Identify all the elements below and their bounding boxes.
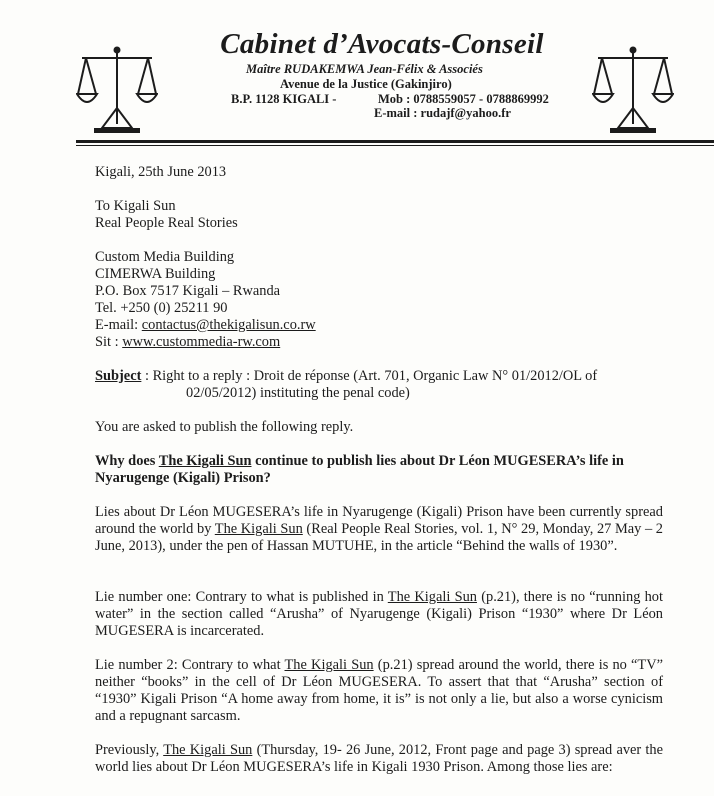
heading-text: continue to publish lies about Dr Léon MUGESERA’s life in xyxy=(251,453,624,469)
subject-line xyxy=(95,368,597,385)
recipient-line: To Kigali Sun xyxy=(95,198,176,214)
paragraph-text: (Real People Real Stories, vol. 1, N° 29, Monday, 27 May – 2 June, 2013), under the pen of Hassan MUTUHE, in the article “Behind the walls of 1930”. xyxy=(95,521,664,554)
newspaper-name: The Kigali Sun xyxy=(163,742,253,758)
newspaper-name: The Kigali Sun xyxy=(284,657,374,673)
email-link[interactable]: contactus@thekigalisun.co.rw xyxy=(141,317,316,333)
address-email-line xyxy=(95,317,316,334)
newspaper-name: The Kigali Sun xyxy=(387,589,477,605)
address-telephone: Tel. +250 (0) 25211 90 xyxy=(95,300,228,316)
paragraph-text: (Thursday, 19- 26 June, 2012, Front page and page 3) spread aver the world lies about Dr Léon MUGESERA’s life in Kigali 1930 Prison. Among those lies are: xyxy=(95,742,664,775)
subject-text: : Right to a reply : Droit de réponse (Art. 701, Organic Law N° 01/2012/OL of xyxy=(141,368,598,384)
paragraph-text: Lie number 2: Contrary to what xyxy=(95,657,285,673)
recipient-line: Real People Real Stories xyxy=(95,215,238,231)
firm-po-box: B.P. 1128 KIGALI - xyxy=(231,92,337,106)
firm-name: Cabinet d’Avocats-Conseil xyxy=(220,28,544,60)
address-email-label: E-mail: xyxy=(95,317,142,333)
body-paragraph xyxy=(95,504,663,555)
heading-newspaper-name: The Kigali Sun xyxy=(158,453,252,469)
website-link[interactable]: www.custommedia-rw.com xyxy=(122,334,281,350)
firm-street: Avenue de la Justice (Gakinjiro) xyxy=(280,77,452,91)
body-paragraph xyxy=(95,589,663,640)
firm-partner: Maître RUDAKEMWA Jean-Félix & Associés xyxy=(246,62,483,76)
article-heading-continuation: Nyarugenge (Kigali) Prison? xyxy=(95,470,271,486)
firm-mobile: Mob : 0788559057 - 0788869992 xyxy=(378,92,549,106)
address-site-line xyxy=(95,334,280,351)
letterhead-divider xyxy=(76,140,714,143)
paragraph-text: Lie number one: Contrary to what is published in xyxy=(95,589,388,605)
address-line: CIMERWA Building xyxy=(95,266,216,282)
paragraph-text: (p.21), there is no “running hot water” in the section called “Arusha” of Nyarugenge (Kigali) Prison “1930” where Dr Léon MUGESERA is incarcerated. xyxy=(95,589,664,639)
paragraph-text: Lies about Dr Léon MUGESERA’s life in Nyarugenge (Kigali) Prison have been currently spread around the world by xyxy=(95,504,663,537)
scales-of-justice-icon xyxy=(592,44,674,134)
request-sentence: You are asked to publish the following reply. xyxy=(95,419,354,435)
subject-continuation: 02/05/2012) instituting the penal code) xyxy=(186,385,410,401)
body-paragraph xyxy=(95,657,663,725)
address-line: P.O. Box 7517 Kigali – Rwanda xyxy=(95,283,281,299)
scales-of-justice-icon xyxy=(76,44,158,134)
subject-label: Subject xyxy=(95,368,142,384)
address-line: Custom Media Building xyxy=(95,249,235,265)
body-paragraph xyxy=(95,742,663,776)
letterhead-divider-thin xyxy=(76,145,714,146)
firm-email: E-mail : rudajf@yahoo.fr xyxy=(374,106,511,120)
heading-text: Why does xyxy=(95,453,159,469)
paragraph-text: Previously, xyxy=(95,742,164,758)
address-site-label: Sit : xyxy=(95,334,123,350)
newspaper-name: The Kigali Sun xyxy=(214,521,303,537)
paragraph-text: (p.21) spread around the world, there is no “TV” neither “books” in the cell of Dr Léon MUGESERA. To assert that that “Arusha” section of “1930” Kigali Prison “A home away from home, it is” is not only a lie, but also a worse cynicism and a repugnant sarcasm. xyxy=(95,657,664,724)
article-heading xyxy=(95,453,624,470)
letter-date: Kigali, 25th June 2013 xyxy=(95,164,227,180)
